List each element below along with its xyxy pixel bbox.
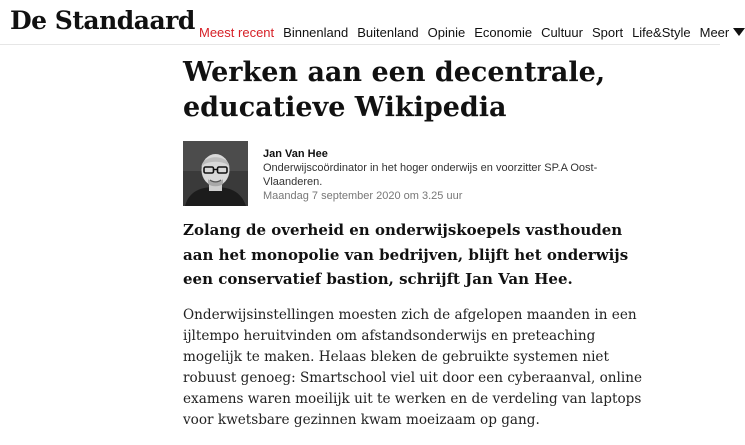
author-name[interactable]: Jan Van Hee (263, 148, 328, 160)
nav-item-economie[interactable]: Economie (474, 24, 533, 40)
author-bio: Onderwijscoördinator in het hoger onderwijs en voorzitter SP.A Oost-Vlaanderen. (263, 162, 598, 188)
author-avatar (183, 141, 248, 206)
nav-item-life-style[interactable]: Life&Style (632, 24, 691, 40)
article-title: Werken aan een decentrale, educatieve Wikipedia (183, 57, 606, 123)
nav-more-button[interactable] (700, 25, 745, 40)
article-lead: Zolang de overheid en onderwijskoepels vasthouden aan het monopolie van bedrijven, blijft het onderwijs een conservatief bastion, schrijft Jan Van Hee. (183, 221, 629, 288)
nav-item-sport[interactable]: Sport (591, 24, 624, 40)
publish-date: Maandag 7 september 2020 om 3.25 uur (263, 190, 463, 202)
nav-item-cultuur[interactable]: Cultuur (541, 24, 583, 40)
nav-item-opinie[interactable]: Opinie (427, 24, 466, 40)
main-nav (199, 22, 745, 42)
site-logo[interactable]: De Standaard (10, 6, 195, 35)
byline (263, 147, 643, 203)
article-body-paragraph: Onderwijsinstellingen moesten zich de afgelopen maanden in een ijltempo heruitvinden om afstandsonderwijs en preteaching mogelijk te maken. Helaas bleken de gebruikte systemen niet robuust genoeg: Smartschool viel uit door een cyberaanval, online examens waren moeilijk uit te werken en de verdeling van laptops voor kwetsbare gezinnen kwam moeizaam op gang. (183, 307, 643, 428)
nav-item-binnenland[interactable]: Binnenland (283, 24, 349, 40)
nav-item-meest-recent[interactable]: Meest recent (199, 24, 275, 40)
caret-down-icon (733, 28, 745, 36)
nav-item-buitenland[interactable]: Buitenland (357, 24, 419, 40)
author-photo (183, 141, 248, 206)
nav-more-label: Meer (699, 24, 730, 40)
site-header (0, 0, 730, 45)
